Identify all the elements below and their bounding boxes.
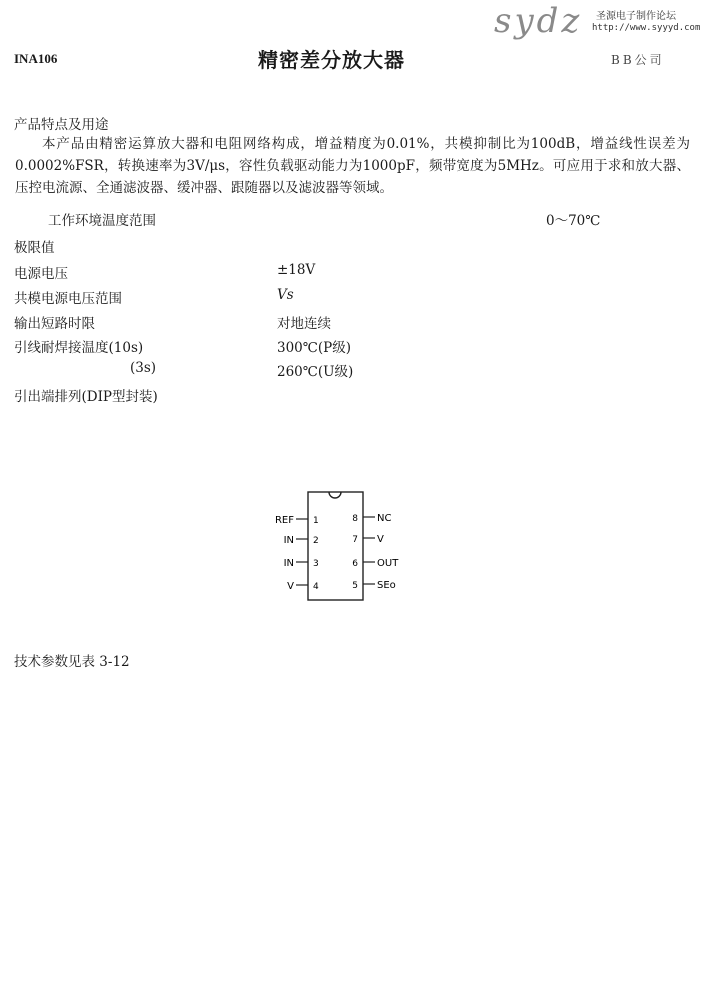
limit-label: 输出短路时限: [14, 316, 95, 332]
ic-notch-icon: [329, 492, 341, 498]
pin-number: 7: [352, 535, 358, 545]
pin-number: 2: [313, 536, 319, 546]
pin-name: OUT: [377, 558, 399, 569]
pin-number: 8: [352, 514, 358, 524]
pin-number: 1: [313, 516, 319, 526]
pin-number: 6: [352, 559, 358, 569]
temp-range-value: 0～70℃: [546, 213, 601, 229]
watermark-logo-text: sydz: [494, 1, 583, 41]
features-heading: 产品特点及用途: [14, 117, 109, 133]
pin-number: 3: [313, 559, 319, 569]
pin-name: IN: [283, 535, 294, 546]
limit-value: 对地连续: [277, 316, 331, 332]
pin-name: SEo: [377, 580, 396, 591]
pin-number: 4: [313, 582, 319, 592]
limit-label: 电源电压: [14, 266, 68, 282]
watermark-logo: [488, 3, 700, 47]
company-name: BB公司: [611, 53, 665, 67]
pin-name: NC: [377, 513, 392, 524]
features-paragraph: 本产品由精密运算放大器和电阻网络构成，增益精度为0.01%，共模抑制比为100dB，增益线性误差为0.0002%FSR，转换速率为3V/μs，容性负载驱动能力为1000pF，频带宽度为5MHz。可应用于求和放大器、压控电流源、全通滤波器、缓冲器、跟随器以及滤波器等领域。: [15, 136, 690, 196]
pin-name: REF: [274, 515, 294, 526]
parameter-table-reference: 技术参数见表 3-12: [14, 654, 130, 670]
page-title: 精密差分放大器: [258, 48, 405, 72]
watermark-url: http://www.syyyd.com: [592, 23, 701, 33]
pin-name: V: [287, 581, 294, 592]
pin-name: V: [377, 534, 384, 545]
limit-label: 共模电源电压范围: [14, 291, 122, 307]
watermark-site-name: 圣源电子制作论坛: [596, 11, 676, 22]
temp-range-label: 工作环境温度范围: [48, 213, 156, 229]
dip8-pinout-diagram: [260, 490, 430, 605]
limit-value: Vs: [277, 287, 294, 303]
limit-value: ±18V: [277, 262, 316, 278]
limit-value: 300℃(P级): [277, 340, 351, 356]
pinout-heading: 引出端排列(DIP型封装): [14, 389, 158, 405]
pin-number: 5: [352, 581, 358, 591]
limit-label: (3s): [130, 360, 157, 376]
limit-value: 260℃(U级): [277, 364, 354, 380]
limit-label: 引线耐焊接温度(10s): [14, 340, 144, 356]
part-number: INA106: [14, 51, 58, 66]
limits-heading: 极限值: [14, 240, 55, 256]
pin-name: IN: [283, 558, 294, 569]
